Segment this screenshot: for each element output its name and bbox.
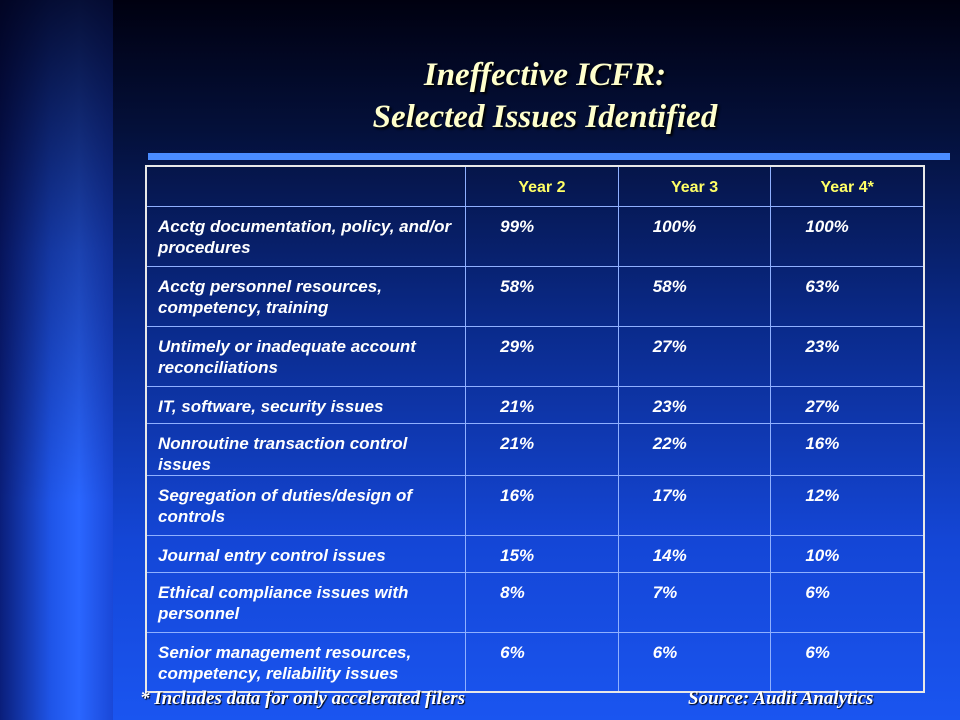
cell-year-4: 12% xyxy=(771,475,924,535)
cell-year-3: 100% xyxy=(618,206,771,266)
cell-year-2: 58% xyxy=(466,266,619,326)
title-line-1: Ineffective ICFR: xyxy=(423,57,667,93)
cell-year-3: 22% xyxy=(618,423,771,475)
cell-year-3: 7% xyxy=(618,572,771,632)
cell-year-2: 21% xyxy=(466,386,619,423)
table-row xyxy=(146,266,924,326)
row-label: Acctg documentation, policy, and/or procedures xyxy=(146,206,466,266)
issues-table xyxy=(145,165,925,693)
table-row xyxy=(146,475,924,535)
slide-title xyxy=(150,54,940,138)
row-label: Ethical compliance issues with personnel xyxy=(146,572,466,632)
cell-year-4: 27% xyxy=(771,386,924,423)
cell-year-2: 16% xyxy=(466,475,619,535)
table-row xyxy=(146,206,924,266)
cell-year-3: 17% xyxy=(618,475,771,535)
cell-year-2: 29% xyxy=(466,326,619,386)
cell-year-3: 58% xyxy=(618,266,771,326)
cell-year-3: 23% xyxy=(618,386,771,423)
row-label: Acctg personnel resources, competency, training xyxy=(146,266,466,326)
header-year-4: Year 4* xyxy=(771,166,924,206)
title-line-2: Selected Issues Identified xyxy=(372,99,718,135)
header-year-3: Year 3 xyxy=(618,166,771,206)
table-row xyxy=(146,572,924,632)
table-row xyxy=(146,632,924,692)
row-label: Untimely or inadequate account reconciliations xyxy=(146,326,466,386)
row-label: Segregation of duties/design of controls xyxy=(146,475,466,535)
cell-year-3: 14% xyxy=(618,535,771,572)
cell-year-2: 8% xyxy=(466,572,619,632)
cell-year-2: 15% xyxy=(466,535,619,572)
table-row xyxy=(146,423,924,475)
cell-year-4: 6% xyxy=(771,572,924,632)
cell-year-4: 23% xyxy=(771,326,924,386)
title-underline-rule xyxy=(148,153,950,160)
table-row xyxy=(146,535,924,572)
footnote-text: * Includes data for only accelerated filers xyxy=(140,688,466,709)
header-blank-cell xyxy=(146,166,466,206)
cell-year-4: 63% xyxy=(771,266,924,326)
row-label: Senior management resources, competency, reliability issues xyxy=(146,632,466,692)
cell-year-4: 16% xyxy=(771,423,924,475)
table-row xyxy=(146,386,924,423)
cell-year-2: 6% xyxy=(466,632,619,692)
source-text: Source: Audit Analytics xyxy=(688,688,874,709)
cell-year-4: 100% xyxy=(771,206,924,266)
table-header-row xyxy=(146,166,924,206)
row-label: IT, software, security issues xyxy=(146,386,466,423)
cell-year-2: 99% xyxy=(466,206,619,266)
table-row xyxy=(146,326,924,386)
cell-year-3: 27% xyxy=(618,326,771,386)
cell-year-4: 10% xyxy=(771,535,924,572)
cell-year-2: 21% xyxy=(466,423,619,475)
row-label: Nonroutine transaction control issues xyxy=(146,423,466,475)
row-label: Journal entry control issues xyxy=(146,535,466,572)
cell-year-4: 6% xyxy=(771,632,924,692)
cell-year-3: 6% xyxy=(618,632,771,692)
header-year-2: Year 2 xyxy=(466,166,619,206)
left-decorative-bar xyxy=(0,0,113,720)
